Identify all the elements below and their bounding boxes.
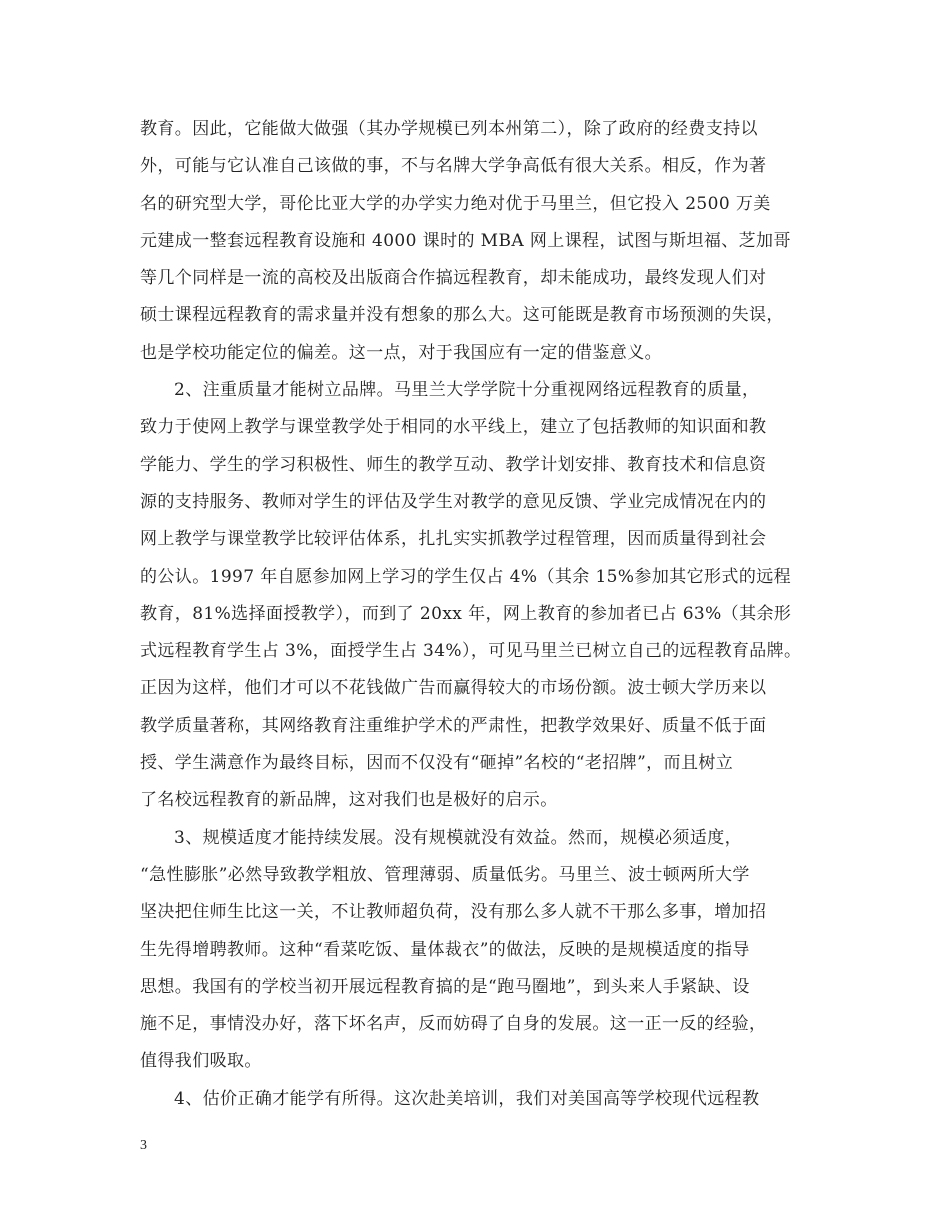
paragraph-start-line: 2、注重质量才能树立品牌。马里兰大学学院十分重视网络远程教育的质量，	[174, 380, 760, 401]
text-line: 式远程教育学生占 3%，面授学生占 34%），可见马里兰已树立自己的远程教育品牌。	[140, 641, 802, 662]
body-text	[140, 111, 820, 1118]
text-line: 生先得增聘教师。这种“看菜吃饭、量体裁衣”的做法，反映的是规模适度的指导	[140, 939, 750, 960]
text-line: 教育，81%选择面授教学），而到了 20xx 年，网上教育的参加者已占 63%（其余形	[140, 603, 792, 624]
text-line: 教育。因此，它能做大做强（其办学规模已列本州第二），除了政府的经费支持以	[140, 119, 758, 139]
text-line: 施不足，事情没办好，落下坏名声，反而妨碍了自身的发展。这一正一反的经验，	[140, 1014, 767, 1035]
text-line: 致力于使网上教学与课堂教学处于相同的水平线上，建立了包括教师的知识面和教	[140, 417, 767, 438]
text-line: 源的支持服务、教师对学生的评估及学生对教学的意见反馈、学业完成情况在内的	[140, 491, 767, 512]
text-line: 了名校远程教育的新品牌，这对我们也是极好的启示。	[140, 790, 558, 811]
text-line: 值得我们吸取。	[140, 1051, 262, 1072]
text-line: 授、学生满意作为最终目标，因而不仅没有“砸掉”名校的“老招牌”，而且树立	[140, 753, 734, 774]
text-line: 坚决把住师生比这一关，不让教师超负荷，没有那么多人就不干那么多事，增加招	[140, 902, 767, 923]
text-line: 的公认。1997 年自愿参加网上学习的学生仅占 4%（其余 15%参加其它形式的远程	[140, 566, 792, 587]
text-line: 名的研究型大学，哥伦比亚大学的办学实力绝对优于马里兰，但它投入 2500 万美	[140, 193, 771, 214]
text-line: 思想。我国有的学校当初开展远程教育搞的是“跑马圈地”，到头来人手紧缺、设	[140, 976, 750, 997]
text-line: 教学质量著称，其网络教育注重维护学术的严肃性，把教学效果好、质量不低于面	[140, 715, 767, 736]
text-line: 等几个同样是一流的高校及出版商合作搞远程教育，却未能成功，最终发现人们对	[140, 268, 767, 289]
text-line: 硕士课程远程教育的需求量并没有想象的那么大。这可能既是教育市场预测的失误，	[140, 305, 784, 326]
text-line: “急性膨胀”必然导致教学粗放、管理薄弱、质量低劣。马里兰、波士顿两所大学	[140, 864, 750, 885]
text-line: 正因为这样，他们才可以不花钱做广告而赢得较大的市场份额。波士顿大学历来以	[140, 678, 767, 699]
text-line: 元建成一整套远程教育设施和 4000 课时的 MBA 网上课程，试图与斯坦福、芝加哥	[140, 230, 791, 251]
paragraph-start-line: 4、估价正确才能学有所得。这次赴美培训，我们对美国高等学校现代远程教	[174, 1088, 760, 1109]
page-number: 3	[140, 1138, 147, 1153]
text-line: 学能力、学生的学习积极性、师生的教学互动、教学计划安排、教育技术和信息资	[140, 454, 767, 475]
text-line: 也是学校功能定位的偏差。这一点，对于我国应有一定的借鉴意义。	[140, 342, 662, 363]
text-line: 网上教学与课堂教学比较评估体系，扎扎实实抓教学过程管理，因而质量得到社会	[140, 529, 767, 550]
text-line: 外，可能与它认准自己该做的事，不与名牌大学争高低有很大关系。相反，作为著	[140, 156, 767, 177]
paragraph-start-line: 3、规模适度才能持续发展。没有规模就没有效益。然而，规模必须适度，	[174, 827, 743, 848]
